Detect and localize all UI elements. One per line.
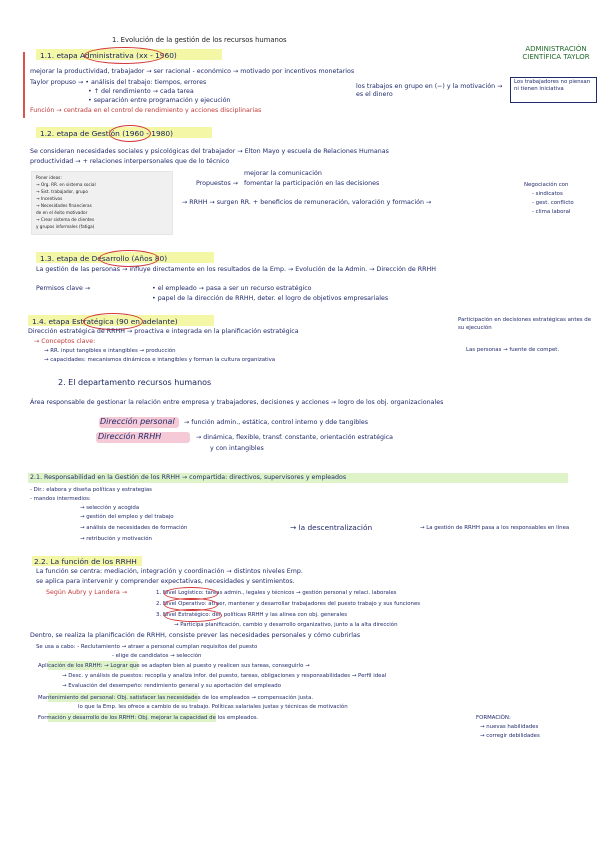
- text-line: → La gestión de RRHH pasa a los responsables en línea: [420, 525, 570, 531]
- text-line: • el empleado → pasa a ser un recurso estratégico: [152, 285, 312, 292]
- text-line: → capacidades: mecanismos dinámicos e intangibles y forman la cultura organizativa: [44, 357, 276, 363]
- text-line: → Desc. y análisis de puestos: recopila y analiza infor. del puesto, tareas, obligaciones y responsabilidades → Perfil ideal: [62, 673, 387, 679]
- text-line: productividad → + relaciones interpersonales que de lo técnico: [30, 158, 230, 165]
- text-line: - Dir.: elabora y diseña políticas y estrategias: [30, 487, 152, 493]
- heading-1-2: 1.2. etapa de Gestión (1960 - 1980): [40, 129, 173, 138]
- circle-mark: [99, 250, 159, 267]
- text-line: Mantenimiento del personal: Obj. satisfacer las necesidades de los empleados → compensación justa.: [38, 695, 314, 701]
- text-line: 1. Nivel Logístico: tareas admin., legales y técnicos → gestión personal y relaci. laborales: [156, 590, 397, 596]
- page-title: 1. Evolución de la gestión de los recursos humanos: [112, 36, 287, 44]
- text-line: → Participa planificación, cambio y desarrollo organizativo, junto a la alta dirección: [174, 622, 398, 628]
- text-line: Permisos clave →: [36, 285, 91, 292]
- text-line: Función → centrada en el control de rendimiento y acciones disciplinarias: [30, 107, 262, 114]
- text-line: → selección y acogida: [80, 505, 140, 511]
- text-line: • papel de la dirección de RRHH, deter. el logro de objetivos empresariales: [152, 295, 389, 302]
- text-line: • ↑ del rendimiento → cada tarea: [88, 88, 194, 95]
- text-line: Las personas → fuente de compet.: [466, 347, 560, 353]
- text-line: - gest. conflicto: [532, 200, 574, 206]
- text-line: → RR. input tangibles e intangibles → producción: [44, 348, 176, 354]
- text-line: - clima laboral: [532, 209, 571, 215]
- text-line: Aplicación de los RRHH: → Lograr que se adapten bien al puesto y realicen sus tareas, conseguirlo →: [38, 663, 310, 669]
- heading-2-2: 2.2. La función de los RRHH: [34, 557, 137, 566]
- text-line: → RRHH → surgen RR. + beneficios de remuneración, valoración y formación →: [182, 199, 432, 206]
- text-line: → gestión del empleo y del trabajo: [80, 514, 174, 520]
- text-line: → función admin., estática, control interno y dde tangibles: [184, 419, 369, 426]
- side-note-taylor: ADMINISTRACIÓN CIENTÍFICA TAYLOR: [522, 45, 590, 61]
- text-line: → análisis de necesidades de formación: [80, 525, 188, 531]
- text-line: fomentar la participación en las decisiones: [244, 180, 380, 187]
- text-line: Propuestos →: [196, 180, 239, 187]
- text-line: → retribución y motivación: [80, 536, 152, 542]
- text-line: Según Aubry y Landera →: [46, 589, 128, 596]
- sticky-line: y grupos informales (fatiga): [36, 224, 95, 229]
- heading-1-1: 1.1. etapa Administrativa (xx - 1960): [40, 51, 177, 60]
- text-line: La gestión de las personas → influye directamente en los resultados de la Emp. → Evolución de la Admin. → Dirección de RRHH: [36, 266, 437, 273]
- text-line: Negociación con: [524, 182, 569, 188]
- text-line: → dinámica, flexible, transf. constante, orientación estratégica: [196, 434, 394, 441]
- heading-1-4: 1.4. etapa Estratégica (90 en adelante): [32, 317, 178, 326]
- text-line: → corregir debilidades: [480, 733, 540, 739]
- text-line: Dirección personal: [100, 417, 175, 426]
- circle-mark: [84, 47, 164, 64]
- text-line: Área responsable de gestionar la relación entre empresa y trabajadores, decisiones y acciones → logro de los obj. organizacionales: [30, 399, 444, 406]
- text-line: se aplica para intervenir y comprender expectativas, necesidades y sentimientos.: [36, 578, 295, 585]
- boxed-note-text: Los trabajadores no piensan ni tienen iniciativa: [514, 79, 591, 92]
- text-line: • separación entre programación y ejecución: [88, 97, 231, 104]
- text-line: - sindicatos: [532, 191, 563, 197]
- text-line: → nuevas habilidades: [480, 724, 539, 730]
- sticky-line: Poner ideas:: [36, 175, 62, 180]
- text-line: FORMACIÓN:: [476, 715, 511, 721]
- sticky-line: → Necesidades financieras: [36, 203, 92, 208]
- text-line: 3. Nivel Estratégico: def. políticas RRHH y las alinea con obj. generales: [156, 612, 348, 618]
- text-line: Formación y desarrollo de los RRHH: Obj. mejorar la capacidad de los empleados.: [38, 715, 259, 721]
- sticky-line: → Crear sistema de clientes: [36, 217, 95, 222]
- text-line: - elige de candidatos → selección: [112, 653, 202, 659]
- text-line: mejorar la productividad, trabajador → ser racional - económico → motivado por incentivos monetarios: [30, 68, 355, 75]
- text-line: Se usa a cabo: - Reclutamiento → atraer a personal cumplan requisitos del puesto: [36, 644, 258, 650]
- text-line: lo que la Emp. les ofrece a cambio de su trabajo. Políticas salariales justas y técnicas de motivación: [78, 704, 348, 710]
- heading-2: 2. El departamento recursos humanos: [58, 378, 212, 387]
- heading-1-3: 1.3. etapa de Desarrollo (Años 80): [40, 254, 168, 263]
- text-line: Taylor propuso → • análisis del trabajo: tiempos, errores: [30, 79, 207, 86]
- sticky-line: → Incentivos: [36, 196, 63, 201]
- sticky-line: → Org. RR. en sistema social: [36, 182, 96, 187]
- text-line: Dirección RRHH: [98, 432, 162, 441]
- heading-2-1: 2.1. Responsabilidad en la Gestión de los RRHH → compartida: directivos, supervisores y empleados: [30, 474, 347, 481]
- text-line: 2. Nivel Operativo: atraer, mantener y desarrollar trabajadores del puesto trabajo y sus funciones: [156, 601, 421, 607]
- text-line: → Evaluación del desempeño: rendimiento general y su aportación del empleado: [62, 683, 282, 689]
- text-line: La función se centra: mediación, integración y coordinación → distintos niveles Emp.: [36, 568, 303, 575]
- section-marker: [23, 52, 25, 118]
- text-line: → Conceptos clave:: [34, 338, 96, 345]
- text-line: Participación en decisiones estratégicas antes de su ejecución: [458, 317, 592, 331]
- text-line: Dirección estratégica de RRHH → proactiva e integrada en la planificación estratégica: [28, 328, 299, 335]
- sticky-note: [32, 172, 172, 234]
- text-line: Se consideran necesidades sociales y psicológicas del trabajador → Elton Mayo y escuela de Relaciones Humanas: [30, 148, 389, 155]
- boxed-note: [510, 77, 597, 103]
- text-line: - mandos intermedios:: [30, 496, 91, 502]
- text-line: los trabajos en grupo en (−) y la motivación → es el dinero: [356, 83, 503, 98]
- text-line: mejorar la comunicación: [244, 170, 322, 177]
- text-line: y con intangibles: [210, 445, 264, 452]
- sticky-line: de en el éxito motivador: [36, 210, 88, 215]
- sticky-line: → Sist. trabajador, grupo: [36, 189, 88, 194]
- text-line: → la descentralización: [290, 523, 373, 532]
- text-line: Dentro, se realiza la planificación de RRHH, consiste prever las necesidades personales y cómo cubrirlas: [30, 632, 361, 639]
- circle-mark: [109, 125, 151, 142]
